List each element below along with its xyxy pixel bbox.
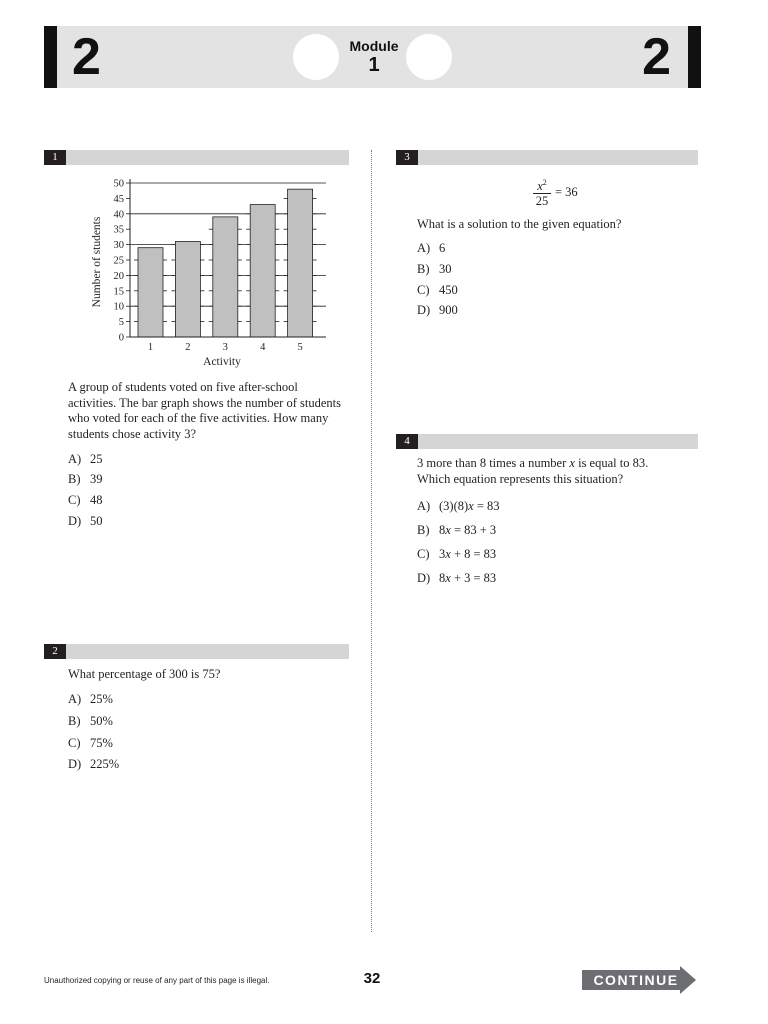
y-tick-label: 40 — [113, 209, 124, 221]
option-text: + 3 = 83 — [450, 571, 497, 585]
y-tick-label: 30 — [113, 240, 124, 252]
question-1-stem: A group of students voted on five after-school activities. The bar graph shows the number of students who voted for each of the five activities. How many students chose activity 3? — [68, 380, 341, 441]
x-tick-label: 4 — [260, 342, 266, 353]
option-letter: C) — [68, 493, 81, 507]
x-axis-label: Activity — [203, 356, 241, 368]
bar — [138, 248, 163, 337]
equation-fraction — [533, 176, 551, 209]
option-text: 30 — [439, 262, 452, 276]
y-tick-label: 10 — [113, 301, 124, 313]
copyright-notice: Unauthorized copying or reuse of any part of this page is illegal. — [44, 976, 270, 985]
equation-rhs: = 36 — [555, 185, 578, 199]
y-tick-label: 5 — [118, 317, 124, 329]
option-letter: D) — [417, 571, 431, 585]
option-text: 25 — [90, 452, 103, 466]
option-letter: D) — [68, 757, 82, 771]
question-3-option-b[interactable] — [417, 262, 452, 277]
question-3-option-c[interactable] — [417, 283, 458, 298]
option-text: + 8 = 83 — [450, 547, 497, 561]
option-letter: D) — [68, 514, 82, 528]
question-2-header — [44, 644, 349, 659]
y-tick-label: 0 — [118, 332, 124, 344]
stem-text: is equal to 83. — [578, 456, 649, 470]
question-3-header — [396, 150, 698, 165]
option-text: 8 — [439, 571, 446, 585]
option-text: 25% — [90, 692, 113, 706]
stem-text: 3 more than 8 times a number — [417, 456, 567, 470]
chart-x-ticks — [148, 342, 303, 353]
x-tick-label: 3 — [222, 342, 228, 353]
question-1-header — [44, 150, 349, 165]
option-letter: A) — [417, 499, 431, 513]
option-text: 450 — [439, 283, 458, 297]
question-2-stem: What percentage of 300 is 75? — [68, 667, 221, 681]
question-2-option-a[interactable] — [68, 692, 113, 707]
option-variable: x — [445, 523, 451, 537]
continue-label: CONTINUE — [593, 972, 679, 988]
option-text: 900 — [439, 303, 458, 317]
question-1-option-c[interactable] — [68, 493, 103, 508]
bar — [175, 242, 200, 337]
x-tick-label: 5 — [297, 342, 303, 353]
fraction-denominator: 25 — [535, 194, 549, 209]
question-number: 3 — [396, 150, 418, 165]
question-4-header — [396, 434, 698, 449]
question-2-option-d[interactable] — [68, 757, 119, 772]
module-label: Module — [349, 38, 399, 54]
question-4-option-b[interactable] — [417, 523, 496, 538]
chart-bars — [134, 189, 317, 337]
option-variable: x — [468, 499, 474, 513]
header-left-bar — [44, 26, 57, 88]
page-number: 32 — [363, 970, 381, 987]
option-text: = 83 — [473, 499, 500, 513]
y-tick-label: 25 — [113, 255, 124, 267]
question-4-option-d[interactable] — [417, 571, 496, 586]
option-text: 39 — [90, 472, 103, 486]
question-1-option-b[interactable] — [68, 472, 103, 487]
section-header — [44, 26, 701, 88]
option-variable: x — [445, 547, 451, 561]
option-letter: C) — [68, 736, 81, 750]
bar — [213, 217, 238, 337]
option-letter: C) — [417, 283, 430, 297]
option-text: 50 — [90, 514, 103, 528]
question-4-option-c[interactable] — [417, 547, 496, 562]
option-letter: B) — [68, 472, 81, 486]
option-letter: B) — [417, 262, 430, 276]
question-2-option-b[interactable] — [68, 714, 113, 729]
question-3-option-a[interactable] — [417, 241, 445, 256]
y-tick-label: 20 — [113, 270, 124, 282]
y-tick-label: 15 — [113, 286, 124, 298]
question-4-option-a[interactable] — [417, 499, 500, 514]
question-number: 4 — [396, 434, 418, 449]
bar — [288, 189, 313, 337]
question-2-option-c[interactable] — [68, 736, 113, 751]
option-letter: A) — [417, 241, 431, 255]
option-text: 8 — [439, 523, 446, 537]
module-number: 1 — [368, 54, 380, 76]
y-tick-label: 45 — [113, 193, 124, 205]
fraction-numerator — [533, 176, 551, 194]
stem-text: Which equation represents this situation? — [417, 471, 624, 486]
section-number-right: 2 — [642, 28, 671, 86]
y-tick-label: 35 — [113, 224, 124, 236]
question-number: 1 — [44, 150, 66, 165]
x-tick-label: 1 — [147, 342, 154, 353]
option-text: (3)(8) — [439, 499, 469, 513]
option-text: 225% — [90, 757, 120, 771]
stem-variable: x — [569, 456, 575, 470]
numerator-exponent: 2 — [542, 178, 547, 187]
question-3-option-d[interactable] — [417, 303, 458, 318]
option-text: = 83 + 3 — [450, 523, 497, 537]
question-3-stem: What is a solution to the given equation? — [417, 217, 622, 231]
question-4-stem — [417, 456, 697, 487]
x-tick-label: 2 — [185, 342, 191, 353]
module-indicator — [334, 38, 414, 76]
section-number-left: 2 — [72, 28, 101, 86]
option-text: 48 — [90, 493, 103, 507]
chart-y-ticks — [114, 179, 131, 344]
question-number: 2 — [44, 644, 66, 659]
question-1-option-d[interactable] — [68, 514, 103, 529]
column-divider — [371, 150, 372, 932]
bar-chart — [86, 172, 336, 372]
option-letter: A) — [68, 452, 82, 466]
option-variable: x — [445, 571, 451, 585]
option-text: 6 — [439, 241, 446, 255]
option-letter: A) — [68, 692, 82, 706]
continue-button[interactable] — [582, 966, 696, 994]
option-letter: D) — [417, 303, 431, 317]
option-text: 75% — [90, 736, 113, 750]
option-text: 3 — [439, 547, 446, 561]
numerator-variable: x — [537, 179, 543, 194]
question-1-option-a[interactable] — [68, 452, 103, 467]
option-letter: C) — [417, 547, 430, 561]
bar — [250, 205, 275, 337]
option-text: 50% — [90, 714, 113, 728]
option-letter: B) — [68, 714, 81, 728]
header-circle-left — [293, 34, 339, 80]
header-right-bar — [688, 26, 701, 88]
option-letter: B) — [417, 523, 430, 537]
y-axis-label: Number of students — [91, 216, 103, 308]
y-tick-label: 50 — [113, 178, 124, 190]
